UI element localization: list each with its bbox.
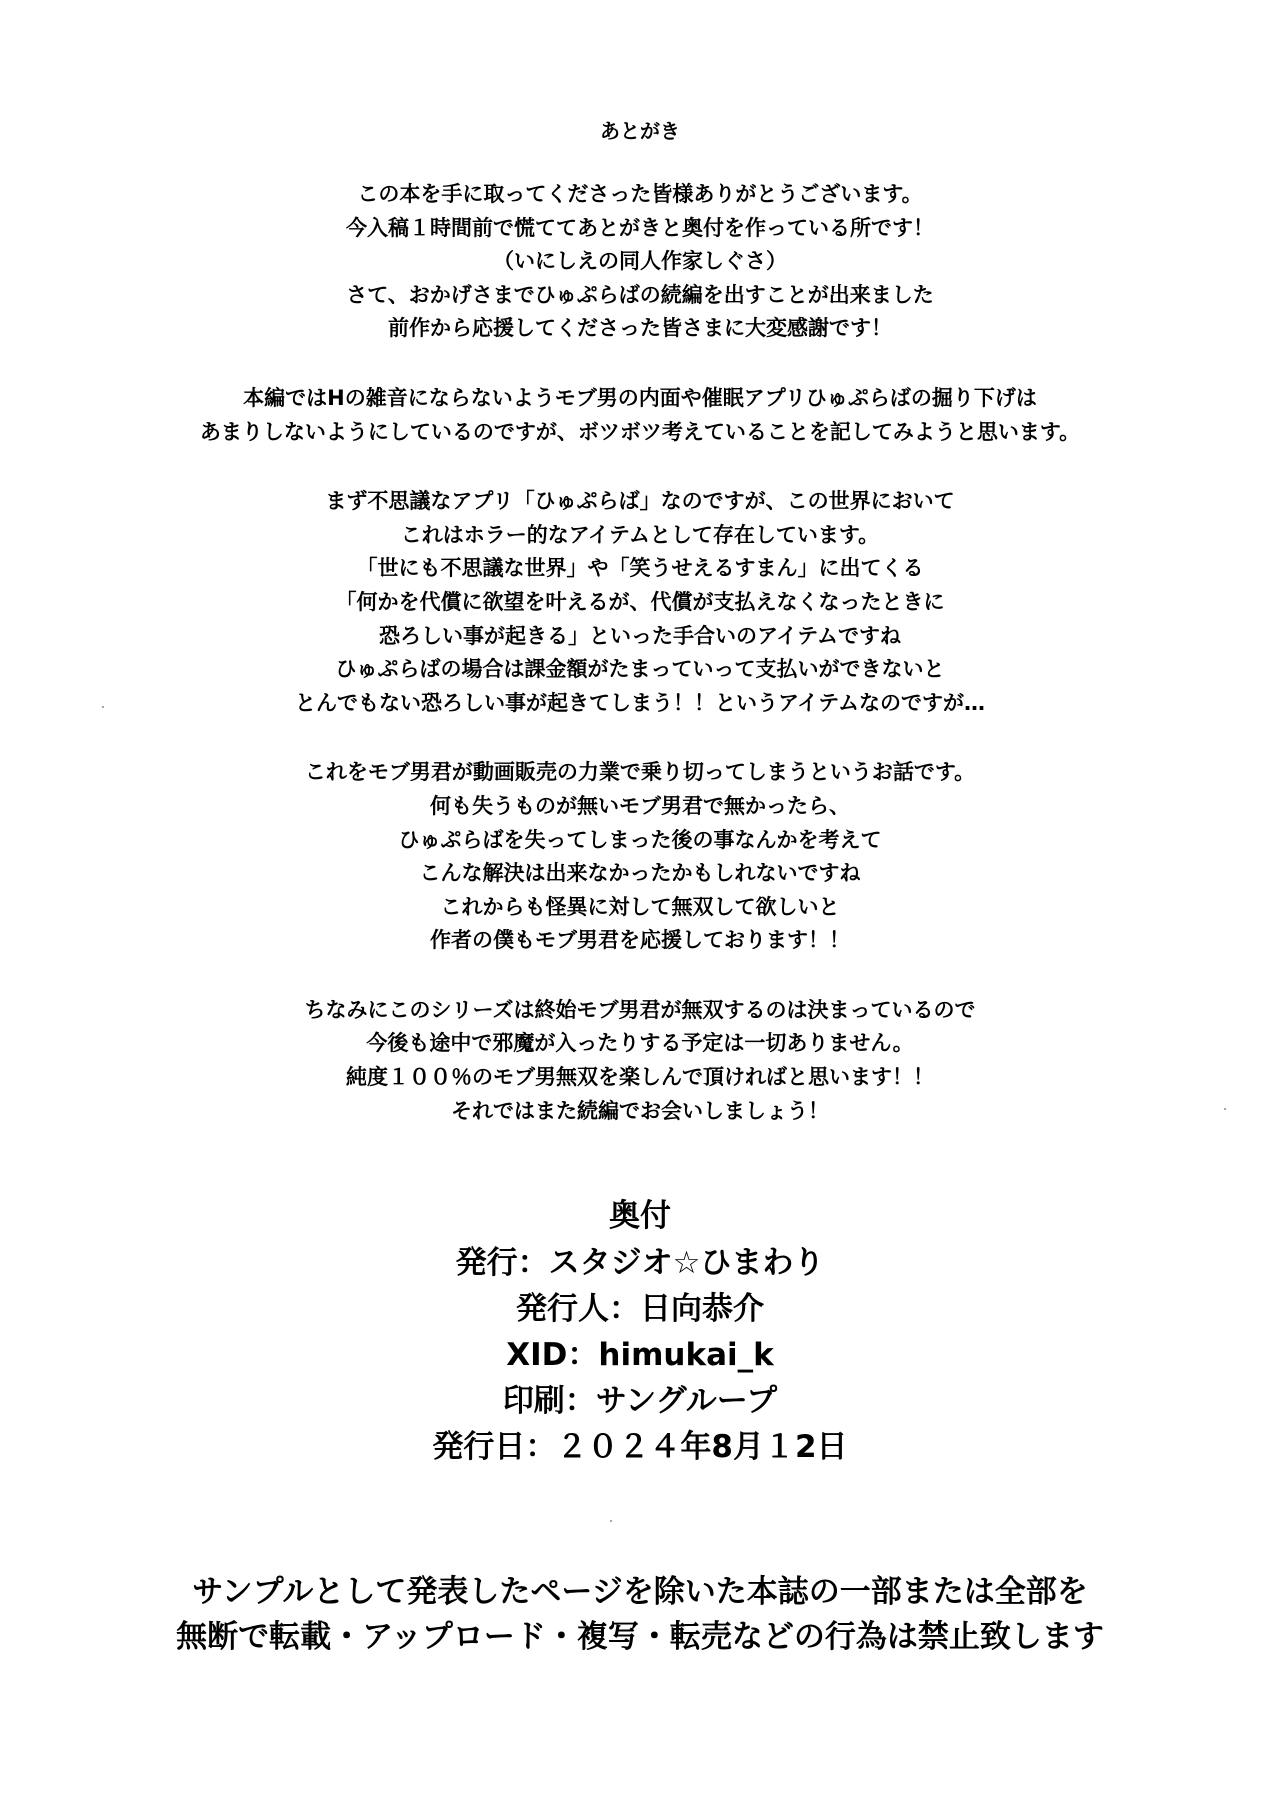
text-line: あまりしないようにしているのですが、ボツボツ考えていることを記してみようと思います。 <box>199 419 1081 444</box>
text-line: 前作から応援してくださった皆さまに大変感謝です！ <box>388 316 892 341</box>
afterword-paragraph-3 <box>0 485 1280 720</box>
text-line: とんでもない恐ろしい事が起きてしまう！！というアイテムなのですが… <box>294 690 986 715</box>
afterword-paragraph-5 <box>0 994 1280 1128</box>
scan-speck <box>1224 1108 1226 1110</box>
text-line: 何も失うものが無いモブ男君で無かったら、 <box>430 793 850 818</box>
colophon <box>0 1192 1280 1470</box>
publisher-line: 発行：スタジオ☆ひまわり <box>455 1245 825 1281</box>
xid-line: XID：himukai_k <box>506 1337 774 1373</box>
text-line: ちなみにこのシリーズは終始モブ男君が無双するのは決まっているので <box>304 997 976 1022</box>
text-line: これをモブ男君が動画販売の力業で乗り切ってしまうというお話です。 <box>304 760 976 785</box>
text-line: さて、おかげさまでひゅぷらばの続編を出すことが出来ました <box>346 282 934 307</box>
text-line: これはホラー的なアイテムとして存在しています。 <box>400 522 880 547</box>
issue-date-line: 発行日：２０２４年8月１2日 <box>432 1429 848 1465</box>
text-line: それではまた続編でお会いしましょう！ <box>451 1098 829 1123</box>
text-line: 作者の僕もモブ男君を応援しております！！ <box>430 928 850 953</box>
afterword-body <box>0 178 1280 1164</box>
text-line: この本を手に取ってくださった皆様ありがとうございます。 <box>357 182 923 206</box>
copyright-notice <box>0 1570 1280 1660</box>
text-line: ひゅぷらばを失ってしまった後の事なんかを考えて <box>398 827 882 852</box>
printer-line: 印刷：サングループ <box>502 1383 778 1419</box>
text-line: 本編ではHの雑音にならないようモブ男の内面や催眠アプリひゅぷらばの掘り下げは <box>243 385 1037 410</box>
afterword-paragraph-4 <box>0 756 1280 958</box>
issuer-line: 発行人：日向恭介 <box>516 1291 764 1327</box>
text-line: （いにしえの同人作家しぐさ） <box>493 249 787 274</box>
text-line: 「何かを代償に欲望を叶えるが、代償が支払えなくなったときに <box>335 589 945 614</box>
text-line: 純度１００％のモブ男無双を楽しんで頂ければと思います！！ <box>346 1065 934 1090</box>
text-line: これからも怪異に対して無双して欲しいと <box>440 894 840 919</box>
afterword-paragraph-2 <box>0 382 1280 449</box>
colophon-heading: 奥付 <box>609 1198 671 1234</box>
text-line: まず不思議なアプリ「ひゅぷらば」なのですが、この世界において <box>325 489 955 514</box>
scan-speck <box>102 706 104 708</box>
text-line: 恐ろしい事が起きる」といった手合いのアイテムですね <box>378 623 902 648</box>
text-line: ひゅぷらばの場合は課金額がたまっていって支払いができないと <box>335 657 945 682</box>
notice-line: 無断で転載・アップロード・複写・転売などの行為は禁止致します <box>176 1619 1104 1655</box>
afterword-paragraph-1 <box>0 178 1280 346</box>
text-line: こんな解決は出来なかったかもしれないですね <box>419 861 861 886</box>
afterword-title: あとがき <box>600 119 680 143</box>
text-line: 「世にも不思議な世界」や「笑うせえるすまん」に出てくる <box>356 556 924 581</box>
text-line: 今後も途中で邪魔が入ったりする予定は一切ありません。 <box>366 1031 914 1056</box>
notice-line: サンプルとして発表したページを除いた本誌の一部または全部を <box>192 1574 1088 1610</box>
text-line: 今入稿１時間前で慌ててあとがきと奥付を作っている所です！ <box>346 215 934 240</box>
scan-speck <box>610 1520 612 1522</box>
